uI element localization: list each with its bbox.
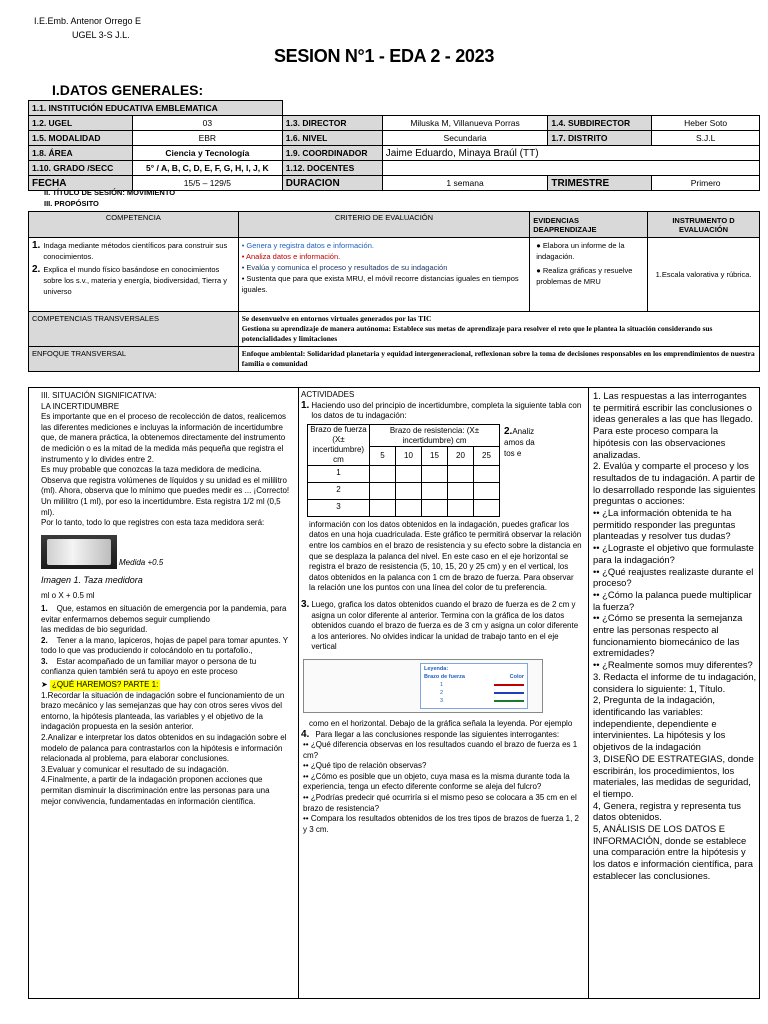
input-cell[interactable] — [370, 465, 396, 482]
subdirector-value: Heber Soto — [652, 116, 760, 131]
subdirector-label: 1.4. SUBDIRECTOR — [548, 116, 652, 131]
input-cell[interactable] — [448, 499, 474, 516]
situacion-subheading: LA INCERTIDUMBRE — [41, 401, 120, 411]
legend-header-2: Color — [509, 673, 524, 680]
list-item: • Analiza datos e información. — [241, 252, 341, 261]
input-cell[interactable] — [370, 499, 396, 516]
input-cell[interactable] — [448, 465, 474, 482]
paragraph: 3. Redacta el informe de tu indagación, considera lo siguiente: 1, Título. — [593, 670, 757, 694]
paragraph: Es muy probable que conozcas la taza medidora de medicina. Observa que registra volúmenes de líquidos y su unidad es el mililitro (ml). Ahora, observa que lo mínimo que puedes medir es ... ¡Correcto! Un mililitro (1 ml), por eso la incertidumbre. Esta registra 1/2 ml (0,5 ml). — [41, 465, 290, 517]
evidencias-cell — [530, 238, 648, 312]
ugel-value: 03 — [132, 116, 282, 131]
criterios-cell — [238, 238, 529, 312]
legend-row — [424, 697, 524, 705]
table-row — [29, 312, 760, 347]
list-item — [301, 401, 582, 422]
measuring-cup-figure — [41, 535, 290, 569]
legend-box — [420, 663, 528, 709]
criterio-3: Evalúa y comunica el proceso y resultados de su indagación — [246, 263, 448, 272]
item-number: 3. — [41, 656, 48, 666]
legend-label: 1 — [440, 681, 444, 688]
item-text: Luego, grafica los datos obtenidos cuando el brazo de fuerza es de 2 cm y asigna un color diferente al anterior. Termina con la gráfica de los datos obtenidos cuando el brazo de fuerza es de 3 cm y asigna un color diferente a los anteriores. No olvides indicar la unidad de trabajo tanto en el eje vertical — [311, 599, 579, 652]
duracion-value: 1 semana — [382, 176, 548, 191]
list-item — [301, 600, 582, 653]
input-cell[interactable] — [396, 482, 422, 499]
item-number: 1. — [301, 399, 310, 411]
list-item: ● Realiza gráficas y resuelve problemas de MRU — [536, 266, 633, 286]
paragraph: como en el horizontal. Debajo de la gráfica señala la leyenda. Por ejemplo — [309, 718, 573, 728]
director-label: 1.3. DIRECTOR — [282, 116, 382, 131]
competencia-2: Explica el mundo físico basándose en conocimientos sobre los s.v., materia y energía, biodiversidad, Tierra y universo — [43, 265, 228, 296]
list-item: •• Compara los resultados obtenidos de los tres tipos de brazos de fuerza 1, 2 y 3 cm. — [303, 814, 579, 834]
purpose-table — [28, 211, 760, 372]
paragraph: 5, ANÁLISIS DE LOS DATOS E INFORMACIÓN, donde se establece una comparación entre la hipótesis y los datos e información científica, para establecer las conclusiones. — [593, 823, 753, 881]
input-cell[interactable] — [396, 499, 422, 516]
session-body — [28, 387, 760, 999]
session-title: II. TÍTULO DE SESIÓN: MOVIMIENTO — [44, 188, 176, 197]
coordinador-value: Jaime Eduardo, Minaya Braúl (TT) — [382, 146, 759, 161]
modalidad-value: EBR — [132, 131, 282, 146]
fecha-value: 15/5 – 129/5 — [132, 176, 282, 191]
table-row — [29, 238, 760, 312]
paragraph: 2. Evalúa y comparte el proceso y los resultados de tu indagación. A partir de lo desarrollado responde las siguientes preguntas o acciones: — [593, 460, 756, 507]
paragraph: Por lo tanto, todo lo que registres con esta taza medidora será: — [41, 518, 265, 528]
actividades-heading: ACTIVIDADES — [301, 390, 355, 399]
que-haremos-heading: ¿QUÉ HAREMOS? PARTE 1: — [51, 680, 159, 690]
area-label: 1.8. ÁREA — [29, 146, 133, 161]
competencias-transversales-cell — [238, 312, 759, 347]
situacion-heading: III. SITUACIÓN SIGNIFICATIVA: — [41, 391, 157, 400]
list-item: • Genera y registra datos e información. — [241, 241, 374, 250]
table-row — [308, 499, 500, 516]
paragraph: 1.Recordar la situación de indagación sobre el funcionamiento de un brazo mecánico y las semejanzas que hay con otros seres vivos del entorno, la hipótesis planteada, las variables y el objetivo de la indagación propuesta en la sesión anterior. — [41, 690, 285, 732]
coordinador-label: 1.9. COORDINADOR — [282, 146, 382, 161]
evidencia-2: Realiza gráficas y resuelve problemas de MRU — [536, 266, 633, 286]
item-number: 2. — [504, 425, 513, 437]
trimestre-value: Primero — [652, 176, 760, 191]
paragraph: 4.Finalmente, a partir de la indagación proponen acciones que permitan disminuir la discriminación entre las personas para una mejor convivencia, fundamentadas en información científica. — [41, 775, 270, 806]
paragraph: 3, DISEÑO DE ESTRATEGIAS, donde escribirán, los procedimientos, los materiales, las medidas de seguridad, el tiempo. — [593, 752, 754, 799]
item-text: Haciendo uso del principio de incertidumbre, completa la siguiente tabla con los datos de tu indagación: — [311, 400, 582, 421]
docentes-value — [382, 161, 759, 176]
item-text: Tener a la mano, lapiceros, hojas de papel para tomar apuntes. Y todo lo que vas produciendo ir colocándolo en tu portafolio., — [41, 635, 288, 656]
table-row — [29, 347, 760, 372]
item-number: 2. — [41, 635, 48, 645]
area-value: Ciencia y Tecnología — [132, 146, 282, 161]
fecha-label: FECHA — [29, 176, 133, 191]
input-cell[interactable] — [422, 499, 448, 516]
image-caption: Imagen 1. Taza medidora — [41, 574, 143, 585]
informe-column — [589, 388, 761, 998]
list-item — [301, 730, 582, 741]
legend-row — [424, 681, 524, 689]
input-cell[interactable] — [474, 499, 500, 516]
modalidad-label: 1.5. MODALIDAD — [29, 131, 133, 146]
school-name: I.E.Emb. Antenor Orrego E — [34, 16, 142, 26]
input-cell[interactable] — [422, 465, 448, 482]
grado-label: 1.10. GRADO /SECC — [29, 161, 133, 176]
paragraph: 4, Genera, registra y representa tus datos obtenidos. — [593, 799, 741, 823]
table-row — [29, 161, 760, 176]
column-header: 15 — [422, 447, 448, 465]
item-number: 4. — [301, 728, 310, 740]
header-instrumento: INSTRUMENTO D EVALUACIÓN — [648, 212, 760, 238]
enfoque-transversal-label: ENFOQUE TRANSVERSAL — [29, 347, 239, 372]
row-header: 1 — [308, 465, 370, 482]
row-header: 2 — [308, 482, 370, 499]
input-cell[interactable] — [396, 465, 422, 482]
legend-header-1: Brazo de fuerza — [424, 673, 465, 680]
formula: ml o X + 0.5 ml — [41, 591, 95, 601]
school-header — [34, 14, 141, 42]
list-item: • Sustenta que para que exista MRU, el móvil recorre distancias iguales en tiempos iguales. — [241, 274, 519, 294]
docentes-label: 1.12. DOCENTES — [282, 161, 382, 176]
trimestre-label: TRIMESTRE — [548, 176, 652, 191]
measuring-cup-image — [41, 535, 117, 569]
header-criterio: CRITERIO DE EVALUACIÓN — [238, 212, 529, 238]
legend-example — [303, 659, 543, 713]
question-2: ¿Qué tipo de relación observas? — [310, 761, 427, 771]
ugel-name: UGEL 3-S J.L. — [72, 30, 130, 40]
list-item: •• ¿Cómo la palanca puede multiplicar la fuerza? — [593, 588, 752, 612]
competencia-1: Indaga mediante métodos científicos para construir sus conocimientos. — [43, 241, 228, 261]
arrow-icon: ➤ — [41, 680, 48, 690]
legend-header — [424, 673, 524, 681]
nivel-value: Secundaria — [382, 131, 548, 146]
legend-title: Leyenda: — [424, 665, 449, 672]
table-row — [308, 424, 500, 447]
enfoque-transversal-value: Enfoque ambiental: Solidaridad planetaria y equidad intergeneracional, reflexionan sobre la toma de decisiones responsables en los emprendimientos de nuestra familia o comunidad — [238, 347, 759, 372]
distrito-value: S.J.L — [652, 131, 760, 146]
que-haremos-row — [41, 680, 290, 691]
question-4: ¿Podrías predecir qué ocurriría si el mismo peso se colocara a 35 cm en el brazo de resistencia? — [303, 793, 577, 813]
list-item: • Evalúa y comunica el proceso y resultados de su indagación — [241, 263, 448, 272]
table-row — [29, 212, 760, 238]
column-header: 25 — [474, 447, 500, 465]
list-item — [41, 604, 290, 625]
institution-label: 1.1. INSTITUCIÓN EDUCATIVA EMBLEMATICA — [29, 101, 283, 116]
list-item: •• ¿Podrías predecir qué ocurriría si el mismo peso se colocara a 35 cm en el brazo de resistencia? — [303, 793, 577, 813]
item-text: Para llegar a las conclusiones responde las siguientes interrogantes: — [315, 729, 560, 739]
section-general-heading: I.DATOS GENERALES: — [52, 82, 204, 98]
list-item: •• ¿Qué tipo de relación observas? — [303, 761, 427, 771]
list-item: •• ¿Qué reajustes realizaste durante el proceso? — [593, 565, 754, 589]
input-cell[interactable] — [474, 465, 500, 482]
legend-label: 3 — [440, 697, 444, 704]
instrumento-value: 1.Escala valorativa y rúbrica. — [648, 238, 760, 312]
situacion-column — [29, 388, 299, 998]
legend-swatch — [494, 684, 524, 686]
item-text: Analizamos datos e — [504, 426, 535, 458]
image-label: Medida +0.5 — [119, 558, 164, 568]
item-text: las medidas de bio seguridad. — [41, 625, 148, 635]
paragraph: información con los datos obtenidos en la indagación, puedes graficar los datos en una hoja cuadriculada. Este gráfico te permitirá observar la relación entre los cambios en el brazo de resistencia y su efecto sobre la distancia en que se desplaza la palanca del nivel. En este caso en el eje horizontal se registra el brazo de resistencia (5, 10, 15, 20 y 25 cm) y en el vertical, los datos obtenidos en la palanca con 1 cm de brazo de fuerza. Para observar la relación une los puntos con una línea del color de tu preferencia. — [309, 519, 582, 593]
empty-cell — [282, 101, 759, 116]
question-1: ¿Qué diferencia observas en los resultados cuando el brazo de fuerza es 1 cm? — [303, 740, 578, 760]
grado-value: 5° / A, B, C, D, E, F, G, H, I, J, K — [132, 161, 282, 176]
list-item: ● Elabora un informe de la indagación. — [536, 241, 625, 261]
input-cell[interactable] — [448, 482, 474, 499]
purpose-heading: III. PROPÓSITO — [44, 199, 99, 208]
brazo-fuerza-header: Brazo de fuerza (X± incertidumbre) cm — [308, 424, 370, 465]
table-row — [29, 146, 760, 161]
question-5: Compara los resultados obtenidos de los tres tipos de brazos de fuerza 1, 2 y 3 cm. — [303, 814, 579, 834]
nivel-label: 1.6. NIVEL — [282, 131, 382, 146]
list-item: •• ¿Cómo es posible que un objeto, cuya masa es la misma durante toda la experiencia, tenga un efecto diferente conforme se aleja del fulcro? — [303, 771, 570, 792]
list-item: •• ¿Realmente somos muy diferentes? — [593, 659, 753, 671]
list-item: •• ¿Qué diferencia observas en los resultados cuando el brazo de fuerza es 1 cm? — [303, 740, 578, 760]
question-3: ¿Cómo es posible que un objeto, cuya masa es la misma durante toda la experiencia, tenga un efecto diferente conforme se aleja del fulcro? — [303, 771, 570, 792]
header-evidencias: EVIDENCIAS DEAPRENDIZAJE — [530, 212, 648, 238]
input-cell[interactable] — [370, 482, 396, 499]
column-header: 5 — [370, 447, 396, 465]
paragraph: 2, Pregunta de la indagación, identificando las variables: independiente, dependiente e intervinientes. La hipótesis y los objetivos de la indagación — [593, 694, 726, 753]
table-row — [29, 101, 760, 116]
list-item: •• ¿La información obtenida te ha permitido responder las preguntas planteadas y resolver tus dudas? — [593, 507, 736, 542]
general-data-table — [28, 100, 760, 191]
list-item — [32, 264, 235, 297]
brazo-resistencia-header: Brazo de resistencia: (X± incertidumbre) cm — [370, 424, 500, 447]
paragraph: 1. Las respuestas a las interrogantes te permitirá escribir las conclusiones o ideas generales a las que has llegado. Para este proceso compara la hipótesis con las observaciones analizadas. — [593, 390, 754, 460]
item-number: 2. — [32, 264, 41, 275]
criterio-1: Genera y registra datos e información. — [246, 241, 374, 250]
list-item — [32, 240, 235, 262]
incertidumbre-table — [307, 424, 500, 517]
question-list — [301, 740, 582, 835]
table-row — [308, 465, 500, 482]
cup-body — [47, 539, 111, 565]
competencias-transversales-label: COMPETENCIAS TRANSVERSALES — [29, 312, 239, 347]
item-text: Que, estamos en situación de emergencia por la pandemia, para evitar enfermarnos debemos seguir cumpliendo — [41, 603, 287, 624]
column-header: 20 — [448, 447, 474, 465]
item-text: Estar acompañado de un familiar mayor o persona de tu confianza quien también será tu apoyo en este proceso — [41, 656, 257, 677]
column-header: 10 — [396, 447, 422, 465]
duracion-label: DURACION — [282, 176, 382, 191]
header-competencia: COMPETENCIA — [29, 212, 239, 238]
legend-label: 2 — [440, 689, 444, 696]
paragraph: Es importante que en el proceso de recolección de datos, realicemos las diferentes mediciones e incluyas la información de incertidumbre que, de manera práctica, la obtenemos directamente del instrumento de medición o es la mitad de la medida más pequeña que registra el instrumento y lo divides entre 2. — [41, 412, 287, 464]
item-number: 1. — [41, 603, 48, 613]
legend-swatch — [494, 700, 524, 702]
table-row — [29, 116, 760, 131]
paragraph: 2.Analizar e interpretar los datos obtenidos en su indagación sobre el modelo de palanca para contrastarlos con la hipótesis e información relacionada al problema, para elaborar conclusiones. — [41, 733, 287, 764]
table-row — [29, 131, 760, 146]
transversal-1: Se desenvuelve en entornos virtuales generados por las TIC — [241, 314, 432, 323]
list-item: •• ¿Lograste el objetivo que formulaste para la indagación? — [593, 542, 754, 565]
input-cell[interactable] — [422, 482, 448, 499]
legend-row — [424, 689, 524, 697]
evidencia-1: Elabora un informe de la indagación. — [536, 241, 625, 261]
transversal-2: Gestiona su aprendizaje de manera autónoma: Establece sus metas de aprendizaje para resolver el reto que le plantea la situación considerando sus potencialidades y limitaciones — [241, 324, 713, 343]
ugel-label: 1.2. UGEL — [29, 116, 133, 131]
list-item: •• ¿Cómo se presenta la semejanza entre las personas respecto al funcionamiento biomecánico de las extremidades? — [593, 612, 743, 659]
director-value: Miluska M, Villanueva Porras — [382, 116, 548, 131]
legend-swatch — [494, 692, 524, 694]
input-cell[interactable] — [474, 482, 500, 499]
actividades-column — [299, 388, 589, 998]
side-text — [500, 426, 536, 517]
row-header: 3 — [308, 499, 370, 516]
competencias-cell — [29, 238, 239, 312]
criterio-2: Analiza datos e información. — [246, 252, 341, 261]
distrito-label: 1.7. DISTRITO — [548, 131, 652, 146]
item-number: 1. — [32, 240, 41, 251]
data-table-row — [301, 424, 582, 517]
criterio-4: Sustenta que para que exista MRU, el móvil recorre distancias iguales en tiempos iguales. — [241, 274, 519, 294]
page-title: SESION N°1 - EDA 2 - 2023 — [273, 46, 495, 66]
item-number: 3. — [301, 598, 310, 610]
list-item — [41, 657, 290, 678]
paragraph: 3.Evaluar y comunicar el resultado de su indagación. — [41, 764, 229, 774]
table-row — [308, 482, 500, 499]
list-item — [41, 636, 290, 657]
